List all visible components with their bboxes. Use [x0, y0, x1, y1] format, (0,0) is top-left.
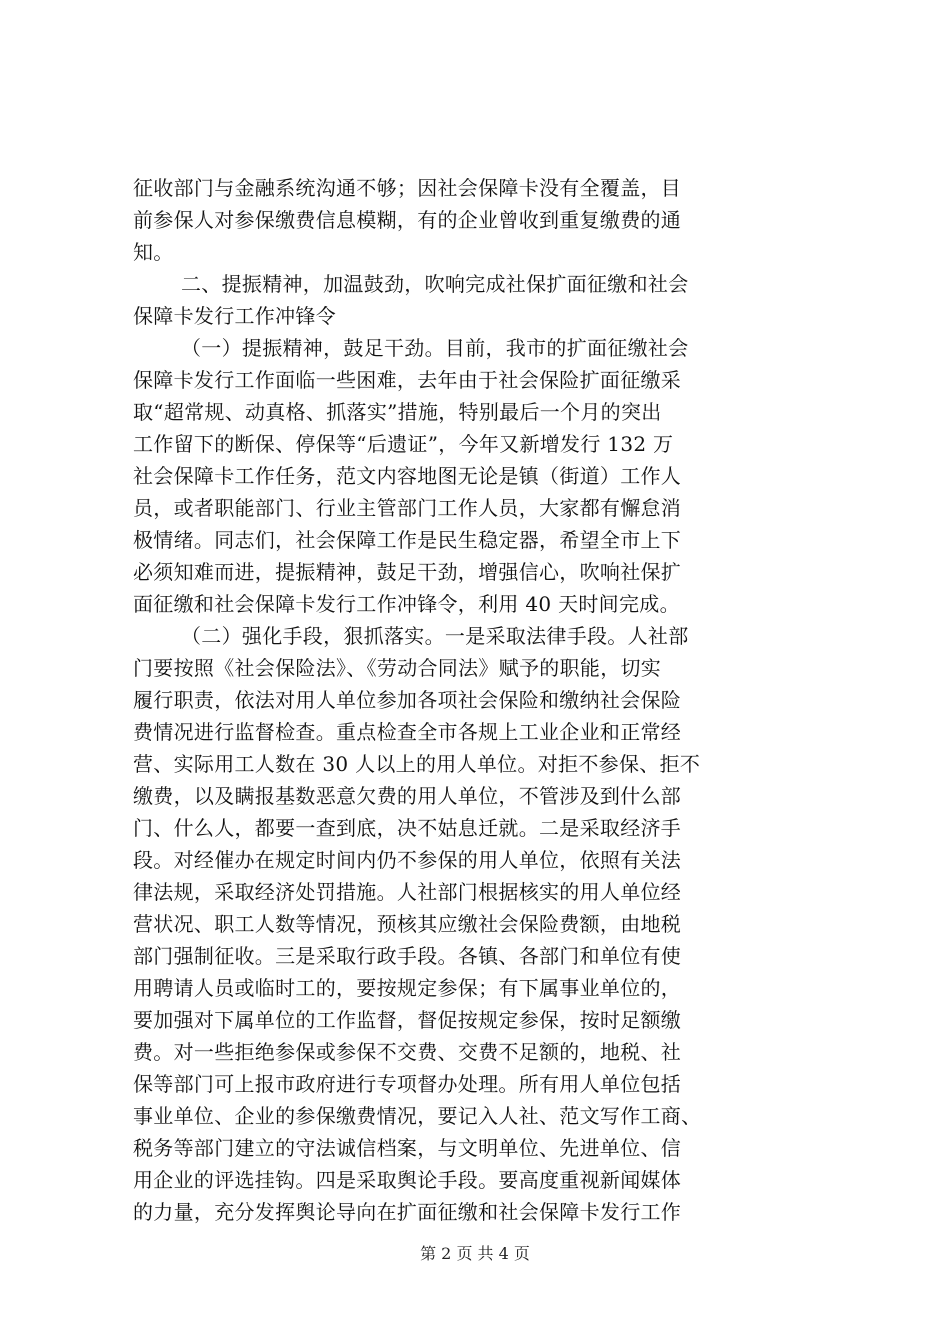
text-line: 征收部门与金融系统沟通不够；因社会保障卡没有全覆盖，目 [133, 176, 682, 200]
text-line: 门要按照《社会保险法》、《劳动合同法》赋予的职能，切实 [133, 656, 662, 680]
text-line: 的力量，充分发挥舆论导向在扩面征缴和社会保障卡发行工作 [133, 1200, 682, 1224]
text-line: 门、什么人，都要一查到底，决不姑息迁就。二是采取经济手 [133, 816, 682, 840]
text-line: 用企业的评选挂钩。四是采取舆论手段。要高度重视新闻媒体 [133, 1168, 682, 1192]
text-line: 缴费，以及瞒报基数恶意欠费的用人单位，不管涉及到什么部 [133, 784, 682, 808]
text-line: 前参保人对参保缴费信息模糊，有的企业曾收到重复缴费的通 [133, 208, 682, 232]
text-line: 极情绪。同志们，社会保障工作是民生稳定器，希望全市上下 [133, 528, 682, 552]
text-line: 知。 [133, 240, 174, 264]
text-line: 营状况、职工人数等情况，预核其应缴社会保险费额，由地税 [133, 912, 682, 936]
page-footer: 第 2 页 共 4 页 [420, 1244, 530, 1263]
text-line: 事业单位、企业的参保缴费情况，要记入人社、范文写作工商、 [133, 1104, 702, 1128]
section-heading: 二、提振精神，加温鼓劲，吹响完成社保扩面征缴和社会 [181, 272, 689, 296]
text-line: 费。对一些拒绝参保或参保不交费、交费不足额的，地税、社 [133, 1040, 682, 1064]
text-line: 律法规，采取经济处罚措施。人社部门根据核实的用人单位经 [133, 880, 682, 904]
text-line: 费情况进行监督检查。重点检查全市各规上工业企业和正常经 [133, 720, 682, 744]
paragraph-start: （一）提振精神，鼓足干劲。目前，我市的扩面征缴社会 [181, 336, 689, 360]
text-line: 部门强制征收。三是采取行政手段。各镇、各部门和单位有使 [133, 944, 682, 968]
text-line: 员，或者职能部门、行业主管部门工作人员，大家都有懈怠消 [133, 496, 682, 520]
text-line: 必须知难而进，提振精神，鼓足干劲，增强信心，吹响社保扩 [133, 560, 682, 584]
text-line: 面征缴和社会保障卡发行工作冲锋令，利用 40 天时间完成。 [133, 592, 680, 616]
text-line: 保等部门可上报市政府进行专项督办处理。所有用人单位包括 [133, 1072, 682, 1096]
text-line: 取“超常规、动真格、抓落实”措施，特别最后一个月的突出 [133, 400, 662, 424]
text-line: 营、实际用工人数在 30 人以上的用人单位。对拒不参保、拒不 [133, 752, 701, 776]
paragraph-start: （二）强化手段，狠抓落实。一是采取法律手段。人社部 [181, 624, 689, 648]
text-line: 保障卡发行工作面临一些困难，去年由于社会保险扩面征缴采 [133, 368, 682, 392]
text-line: 用聘请人员或临时工的，要按规定参保；有下属事业单位的， [133, 976, 682, 1000]
text-line: 段。对经催办在规定时间内仍不参保的用人单位，依照有关法 [133, 848, 682, 872]
text-line: 社会保障卡工作任务，范文内容地图无论是镇（街道）工作人 [133, 464, 682, 488]
text-line: 工作留下的断保、停保等“后遗证”，今年又新增发行 132 万 [133, 432, 674, 456]
text-line: 要加强对下属单位的工作监督，督促按规定参保，按时足额缴 [133, 1008, 682, 1032]
section-heading-continued: 保障卡发行工作冲锋令 [133, 304, 336, 328]
text-line: 税务等部门建立的守法诚信档案，与文明单位、先进单位、信 [133, 1136, 682, 1160]
text-line: 履行职责，依法对用人单位参加各项社会保险和缴纳社会保险 [133, 688, 682, 712]
